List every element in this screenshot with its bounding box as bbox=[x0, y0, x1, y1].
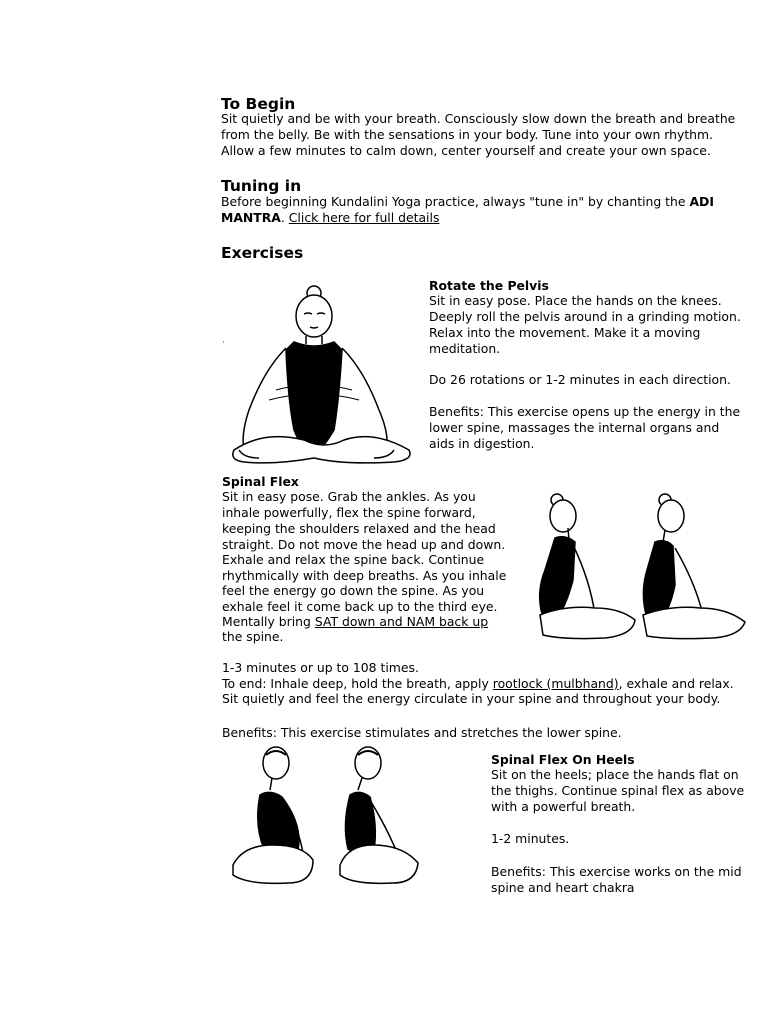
spinal-flex-line-3: keeping the shoulders relaxed and the head bbox=[222, 521, 496, 536]
rotate-pelvis-line-3: Relax into the movement. Make it a moving bbox=[429, 325, 701, 340]
to-begin-heading: To Begin bbox=[221, 95, 296, 113]
spinal-flex-line-10: the spine. bbox=[222, 629, 284, 644]
rotate-pelvis-benefits-2: lower spine, massages the internal organs and bbox=[429, 420, 720, 435]
full-details-link[interactable]: Click here for full details bbox=[288, 210, 440, 225]
tuning-in-line-2 bbox=[221, 210, 439, 226]
stray-dot: · bbox=[222, 338, 225, 347]
adi-text: ADI bbox=[689, 194, 714, 209]
spinal-flex-heels-line-1: Sit on the heels; place the hands flat on bbox=[491, 767, 739, 782]
spinal-flex-heels-reps: 1-2 minutes. bbox=[491, 831, 570, 846]
spinal-flex-line-2: inhale powerfully, flex the spine forward, bbox=[222, 505, 476, 520]
spinal-flex-line-7: feel the energy go down the spine. As you bbox=[222, 583, 485, 598]
spinal-flex-heels-line-2: the thighs. Continue spinal flex as above bbox=[491, 783, 745, 798]
easy-pose-illustration bbox=[224, 280, 424, 470]
mantra-period: . bbox=[280, 210, 285, 225]
sat-nam-link[interactable]: SAT down and NAM back up bbox=[314, 614, 489, 629]
spinal-flex-heels-line-3: with a powerful breath. bbox=[491, 799, 636, 814]
spinal-flex-heels-benefits-1: Benefits: This exercise works on the mid bbox=[491, 864, 742, 879]
spinal-flex-heels-benefits-2: spine and heart chakra bbox=[491, 880, 635, 895]
spinal-flex-line-5: Exhale and relax the spine back. Continue bbox=[222, 552, 485, 567]
to-end-text: To end: Inhale deep, hold the breath, apply bbox=[222, 676, 489, 691]
to-end-suffix: , exhale and relax. bbox=[618, 676, 734, 691]
rotate-pelvis-title: Rotate the Pelvis bbox=[429, 278, 549, 293]
spinal-flex-reps: 1-3 minutes or up to 108 times. bbox=[222, 660, 419, 675]
rotate-pelvis-benefits-3: aids in digestion. bbox=[429, 436, 535, 451]
exercises-heading: Exercises bbox=[221, 244, 304, 262]
tuning-in-text: Before beginning Kundalini Yoga practice, always "tune in" by chanting the bbox=[221, 194, 686, 209]
spinal-flex-heels-illustration bbox=[228, 745, 428, 890]
spinal-flex-benefits: Benefits: This exercise stimulates and stretches the lower spine. bbox=[222, 725, 622, 740]
to-begin-line-2: from the belly. Be with the sensations in your body. Tune into your own rhythm. bbox=[221, 127, 714, 142]
to-begin-line-1: Sit quietly and be with your breath. Consciously slow down the breath and breathe bbox=[221, 111, 736, 126]
spinal-flex-line-6: rhythmically with deep breaths. As you inhale bbox=[222, 568, 507, 583]
spinal-flex-line-9 bbox=[222, 614, 488, 630]
tuning-in-line-1 bbox=[221, 194, 714, 210]
rootlock-link[interactable]: rootlock (mulbhand) bbox=[492, 676, 619, 691]
rotate-pelvis-line-2: Deeply roll the pelvis around in a grinding motion. bbox=[429, 309, 741, 324]
mentally-bring-text: Mentally bring bbox=[222, 614, 311, 629]
spinal-flex-line-1: Sit in easy pose. Grab the ankles. As you bbox=[222, 489, 476, 504]
rotate-pelvis-reps: Do 26 rotations or 1-2 minutes in each direction. bbox=[429, 372, 731, 387]
mantra-text: MANTRA bbox=[221, 210, 281, 225]
to-end-line-1 bbox=[222, 676, 734, 692]
tuning-in-heading: Tuning in bbox=[221, 177, 302, 195]
spinal-flex-line-4: straight. Do not move the head up and down. bbox=[222, 537, 506, 552]
spinal-flex-title: Spinal Flex bbox=[222, 474, 299, 489]
rotate-pelvis-line-4: meditation. bbox=[429, 341, 501, 356]
spinal-flex-heels-title: Spinal Flex On Heels bbox=[491, 752, 635, 767]
spinal-flex-illustration bbox=[535, 490, 750, 650]
rotate-pelvis-benefits-1: Benefits: This exercise opens up the energy in the bbox=[429, 404, 741, 419]
to-begin-line-3: Allow a few minutes to calm down, center yourself and create your own space. bbox=[221, 143, 711, 158]
to-end-line-2: Sit quietly and feel the energy circulate in your spine and throughout your body. bbox=[222, 691, 721, 706]
spinal-flex-line-8: exhale feel it come back up to the third eye. bbox=[222, 599, 498, 614]
rotate-pelvis-line-1: Sit in easy pose. Place the hands on the knees. bbox=[429, 293, 722, 308]
